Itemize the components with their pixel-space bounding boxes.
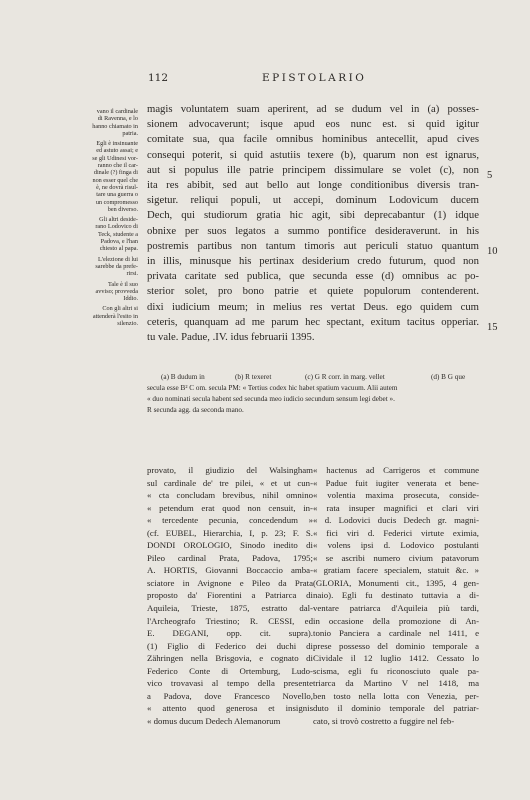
line-number: 10 (487, 246, 498, 257)
footnote-line: Zähringen nella Brisgovia, e cognato di (147, 653, 313, 664)
footnote-line: (cf. EUBEL, Hierarchia, I, p. 23; F. S. (147, 527, 313, 538)
letter-text (147, 102, 479, 345)
apparatus-note: (d) B G que (431, 373, 466, 381)
text-line: sionem advocaverunt; isque apud eos nunc est. si quid igitur (147, 118, 479, 131)
running-title: EPISTOLARIO (262, 72, 367, 84)
footnote-line: « d. Lodovici ducis Dedech gr. magni- (313, 515, 479, 526)
running-head (0, 72, 530, 86)
footnote-line: triarca da Martino V nel 1418, ma (313, 678, 479, 689)
text-line: privata caritate sed publica, que secunda esse (d) omnibus ac po- (147, 270, 479, 283)
critical-apparatus (147, 372, 479, 416)
footnote-line: « fici viri d. Federici virtute eximia, (313, 527, 479, 538)
apparatus-note: (c) G R corr. in marg. vellet (305, 373, 385, 381)
footnote-line: (1) Figlio di Federico dei duchi di (147, 640, 313, 651)
margin-note: Tale è il suo avviso; provveda Iddio. (95, 280, 138, 303)
text-line: comitate sua, qua facile omnibus hominibus antecellit, apud cives (147, 133, 479, 146)
text-line: ceteris, quanquam ad me parum hec spectant, exitum tacitus opperiar. (147, 315, 479, 328)
footnote-line: Pileo cardinal Prata, Padova, 1795; (147, 552, 313, 563)
footnote-line: Aquileia, Trieste, 1875, estratto dal- (147, 603, 313, 614)
footnote-line: naio). Egli fu destinato tuttavia a di- (313, 590, 479, 601)
footnote-line: « gratiam facere specialem, statuit &c. » (313, 565, 479, 576)
footnote-line: « tercedente pecunia, concedendum » (147, 515, 313, 526)
footnote-line: cato, si trovò costretto a fuggire nel feb- (313, 715, 455, 726)
footnote-line: ventare patriarca d'Aquileia più tardi, (313, 603, 479, 614)
footnote-line: sul cardinale de' tre pilei, « et ut cun- (147, 477, 313, 488)
text-line: in illis, minusque his pertinax desiderium credo futurum, quod non (147, 255, 479, 268)
apparatus-line: secula esse B² C om. secula PM: « Tertius codex hic habet spatium vacuum. Alii autem (147, 384, 398, 392)
footnote-line: vico trovavasi al tempo della presente (147, 678, 313, 689)
footnotes-right-column (313, 464, 479, 727)
text-line: dixi iudicium meum; in melius res vertat Deus. ego quidem cum (147, 300, 479, 313)
text-line: aut si populus ille patrie principem dissimulare se volet (c), non (147, 163, 479, 176)
footnote-line: sciatore in Avignone e Pileo da Prata (147, 577, 313, 588)
text-line: Dech, qui studiorum gratia hic agit, sibi deprecabantur (1) idque (147, 209, 479, 222)
footnote-line: E. DEGANI, opp. cit. supra). (147, 628, 313, 639)
footnote-line: Cividale il 12 luglio 1412. Cessato lo (313, 653, 479, 664)
apparatus-note: (b) R texeret (235, 373, 272, 381)
text-line: ita res abibit, sed aut bello aut longe conditionibus diversis tran- (147, 179, 479, 192)
footnote-line: l'Archeografo Triestino; R. CESSI, ed (147, 615, 313, 626)
line-number: 15 (487, 322, 498, 333)
footnote-line: « volentia maxima prosecuta, conside- (313, 490, 479, 501)
footnote-line: in occasione della promozione di An- (313, 615, 479, 626)
footnotes-left-column (147, 464, 313, 727)
footnote-line: proposto da' Fiorentini a Patriarca di (147, 590, 313, 601)
page-number: 112 (148, 72, 169, 84)
footnote-line: « rata insuper magnifici et clari viri (313, 502, 479, 513)
footnote-line: duto il dominio temporale del patriar- (313, 703, 479, 714)
text-line: obnixe per suos legatos a summo pontifice desideraverunt. in his (147, 224, 479, 237)
footnote-line: Federico Conte di Ortemburg, Ludo- (147, 665, 313, 676)
footnote-line: tonio Panciera a cardinale nel 1411, e (313, 628, 479, 639)
text-line: tu vale. Padue, .IV. idus februarii 1395. (147, 331, 315, 344)
footnote-line: « domus ducum Dedech Alemanorum (147, 715, 281, 726)
footnote-line: « Padue fuit iugiter venerata et bene- (313, 477, 479, 488)
text-line: magis voluntatem suam aperirent, ad se dudum vel in (a) posses- (147, 103, 479, 115)
footnote-line: scisma, egli fu riconosciuto quale pa- (313, 665, 479, 676)
margin-note: L'elezione di lui sarebbe da prefe- rirsi. (95, 255, 138, 278)
apparatus-line: « duo nominati secula habent sed secunda meo iudicio secundum sensum legi debet ». (147, 395, 395, 403)
margin-note: Con gli altri si attenderà l'esito in silenzio. (92, 305, 138, 328)
footnote-line: « volens ipsi d. Lodovico postulanti (313, 540, 479, 551)
text-line: sterior solet, pro bono patrie et quiete populorum contenderent. (147, 285, 479, 298)
footnote-line: « hactenus ad Carrigeros et commune (313, 465, 479, 475)
line-number: 5 (487, 170, 493, 181)
footnote-line: a Padova, dove Francesco Novello, (147, 690, 313, 701)
text-line: postremis partibus non tantum timoris aut periculi statuo quantum (147, 239, 479, 252)
footnote-line: DONDI OROLOGIO, Sinodo inedito di (147, 540, 313, 551)
footnote-line: ben tosto nella lotta con Venezia, per- (313, 690, 479, 701)
apparatus-line: R secunda agg. da seconda mano. (147, 406, 244, 414)
footnote-line: prese possesso del dominio temporale a (313, 640, 479, 651)
footnote-line: « attento quod generosa et insignis (147, 703, 313, 714)
footnote-line: « petendum erat quod non censuit, in- (147, 502, 313, 513)
margin-notes (54, 108, 138, 330)
margin-note: Egli è insinuante ed astuto assai; e se gli Udinesi vor- ranno che il car- dinale (?) finga di non esser quel che è, ne dovrà risul- tare una guerra o un compromesso ben diverso. (92, 140, 138, 213)
footnote-line: A. HORTIS, Giovanni Boccaccio amba- (147, 565, 313, 576)
apparatus-note: (a) B dudum in (161, 373, 205, 381)
footnote-line: provato, il giudizio del Walsingham (147, 465, 313, 475)
footnote-line: « se ascribi numero civium patavorum (313, 552, 479, 563)
footnote-line: (GLORIA, Monumenti cit., 1395, 4 gen- (313, 577, 479, 588)
margin-note: vano il cardinale di Ravenna, e lo hanno chiamato in patria. (92, 108, 138, 137)
text-line: consequi poterit, si quid astutiis texere (b), quarum non est ignarus, (147, 148, 479, 161)
footnote-line: « cta concludam brevibus, nihil omnino (147, 490, 313, 501)
text-line: sigetur. reliqui populi, ut accepi, dominum Lodovicum ducem (147, 194, 479, 207)
margin-note: Gli altri deside- rano Lodovico di Teck, studente a Padova, e l'han chiesto al papa. (95, 216, 138, 253)
